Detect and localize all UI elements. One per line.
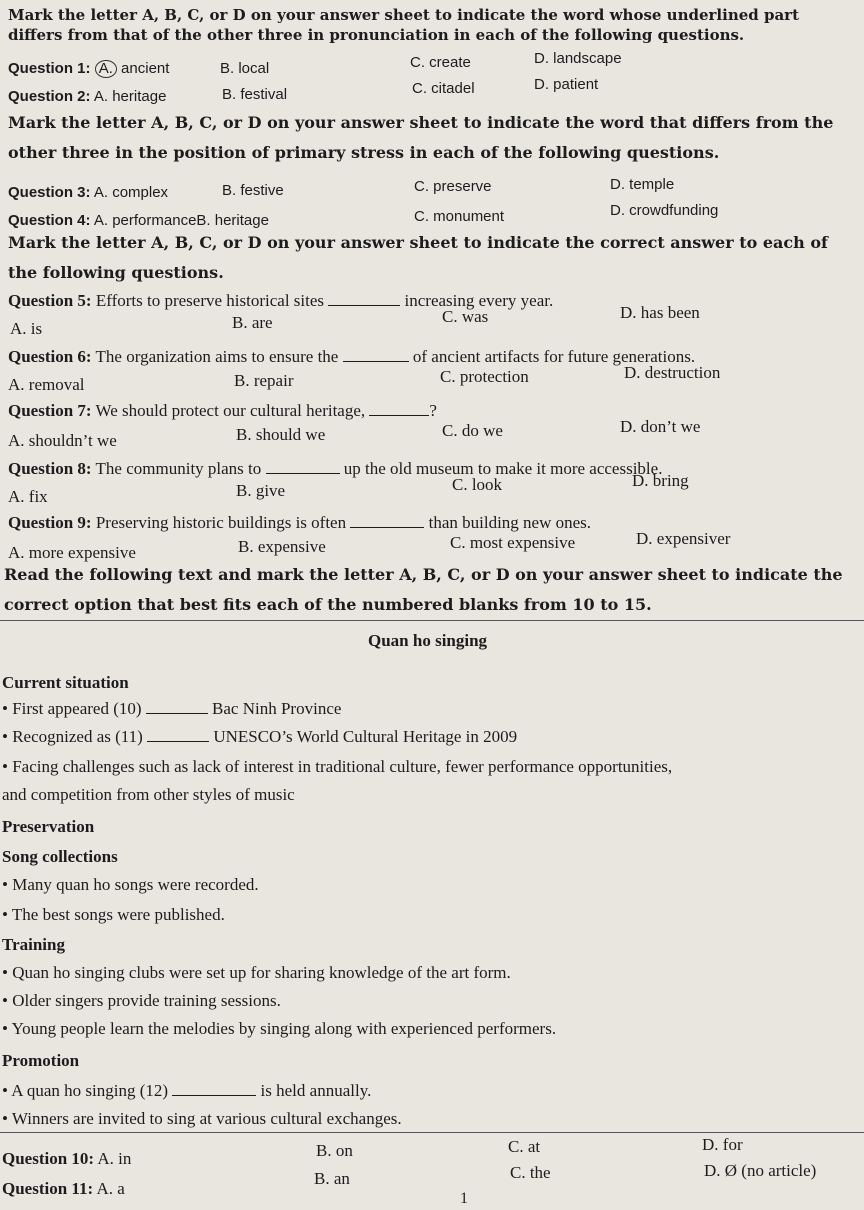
passage-box-top-border bbox=[0, 620, 864, 621]
question-8-option-a: A. fix bbox=[8, 487, 48, 506]
training-heading: Training bbox=[2, 935, 65, 954]
bullet-singing-contest-text: • A quan ho singing (12) bbox=[2, 1081, 169, 1100]
bullet-older-singers: • Older singers provide training sessions. bbox=[2, 991, 281, 1010]
question-11-option-a: A. a bbox=[96, 1179, 125, 1198]
question-6-option-c: C. protection bbox=[440, 367, 529, 386]
question-5-label: Question 5: bbox=[8, 291, 92, 310]
question-9-option-d: D. expensiver bbox=[636, 529, 731, 548]
answer-blank bbox=[328, 291, 400, 306]
question-1-option-d: D. landscape bbox=[534, 50, 622, 67]
answer-blank-12 bbox=[172, 1081, 256, 1096]
question-9-option-a: A. more expensive bbox=[8, 543, 136, 562]
question-11-label: Question 11: bbox=[2, 1179, 94, 1198]
question-9-label: Question 9: bbox=[8, 513, 92, 532]
answer-blank bbox=[369, 401, 429, 416]
question-8-option-c: C. look bbox=[452, 475, 503, 494]
question-1-option-c: C. create bbox=[410, 54, 471, 71]
bullet-singing-contest-detail: is held annually. bbox=[260, 1081, 372, 1100]
question-2-option-b: B. festival bbox=[222, 86, 288, 103]
question-10-option-a: A. in bbox=[97, 1149, 132, 1168]
question-4-options-ab: A. performanceB. heritage bbox=[93, 212, 269, 229]
question-3-option-b: B. festive bbox=[222, 182, 284, 199]
question-8-stem-part2: up the old museum to make it more accessible. bbox=[343, 459, 663, 478]
question-6-stem-part1: The organization aims to ensure the bbox=[95, 347, 339, 366]
question-11 bbox=[2, 1178, 125, 1200]
question-10-option-c: C. at bbox=[508, 1137, 541, 1156]
question-4-option-c: C. monument bbox=[414, 208, 505, 225]
question-10 bbox=[2, 1148, 131, 1170]
question-8-label: Question 8: bbox=[8, 459, 92, 478]
promotion-heading: Promotion bbox=[2, 1051, 80, 1070]
section2-instruction-line1: Mark the letter A, B, C, or D on your answer sheet to indicate the word that differs from the bbox=[8, 113, 834, 132]
question-5-option-d: D. has been bbox=[620, 303, 700, 322]
question-9-stem bbox=[8, 512, 591, 534]
question-7-option-c: C. do we bbox=[442, 421, 503, 440]
section1-instruction-line2: differs from that of the other three in pronunciation in each of the following questions. bbox=[8, 26, 745, 44]
question-1 bbox=[8, 58, 169, 80]
section1-instruction-line1: Mark the letter A, B, C, or D on your answer sheet to indicate the word whose underlined part bbox=[8, 6, 800, 24]
question-1-option-b: B. local bbox=[220, 60, 270, 77]
question-7-stem-part2: ? bbox=[429, 401, 437, 420]
bullet-first-appeared bbox=[2, 698, 341, 720]
question-7-stem bbox=[8, 400, 437, 422]
answer-blank-10 bbox=[146, 699, 208, 714]
section3-instruction-line1: Mark the letter A, B, C, or D on your answer sheet to indicate the correct answer to each of bbox=[8, 233, 828, 252]
question-11-option-b: B. an bbox=[314, 1169, 350, 1188]
current-situation-heading: Current situation bbox=[2, 673, 129, 692]
question-9-option-c: C. most expensive bbox=[450, 533, 576, 552]
question-2-option-d: D. patient bbox=[534, 76, 599, 93]
question-4-label: Question 4: bbox=[8, 212, 91, 229]
question-5-option-a: A. is bbox=[10, 319, 43, 338]
question-5-stem-part2: increasing every year. bbox=[404, 291, 554, 310]
question-8-option-b: B. give bbox=[236, 481, 286, 500]
question-6-label: Question 6: bbox=[8, 347, 92, 366]
circled-option-a: A. bbox=[95, 60, 117, 78]
answer-blank bbox=[343, 347, 409, 362]
question-9-stem-part2: than building new ones. bbox=[428, 513, 592, 532]
question-9-stem-part1: Preserving historic buildings is often bbox=[95, 513, 347, 532]
bullet-recognized-detail: UNESCO’s World Cultural Heritage in 2009 bbox=[213, 727, 518, 746]
bullet-singing-contest bbox=[2, 1080, 371, 1102]
question-10-option-d: D. for bbox=[702, 1135, 743, 1154]
question-3-label: Question 3: bbox=[8, 184, 91, 201]
question-2-option-c: C. citadel bbox=[412, 80, 475, 97]
question-2-option-a: A. heritage bbox=[93, 88, 167, 105]
question-7-option-b: B. should we bbox=[236, 425, 326, 444]
question-6-stem-part2: of ancient artifacts for future generations. bbox=[412, 347, 696, 366]
question-6-option-a: A. removal bbox=[8, 375, 85, 394]
section3-instruction-line2: the following questions. bbox=[8, 263, 224, 282]
question-5-option-b: B. are bbox=[232, 313, 273, 332]
question-11-option-c: C. the bbox=[510, 1163, 551, 1182]
question-3-option-c: C. preserve bbox=[414, 178, 492, 195]
question-8-stem-part1: The community plans to bbox=[95, 459, 262, 478]
bullet-clubs: • Quan ho singing clubs were set up for sharing knowledge of the art form. bbox=[2, 963, 511, 982]
passage-box-bottom-border bbox=[0, 1132, 864, 1133]
question-6-option-d: D. destruction bbox=[624, 363, 721, 382]
question-8-option-d: D. bring bbox=[632, 471, 689, 490]
passage-title: Quan ho singing bbox=[368, 631, 488, 650]
bullet-songs-recorded: • Many quan ho songs were recorded. bbox=[2, 875, 259, 894]
question-1-option-a: ancient bbox=[121, 60, 170, 77]
bullet-recognized bbox=[2, 726, 517, 748]
section4-instruction-line1: Read the following text and mark the letter A, B, C, or D on your answer sheet to indicate the bbox=[4, 565, 843, 584]
question-2-label: Question 2: bbox=[8, 88, 91, 105]
question-4 bbox=[8, 210, 269, 232]
question-3 bbox=[8, 182, 168, 204]
bullet-winners: • Winners are invited to sing at various cultural exchanges. bbox=[2, 1109, 402, 1128]
bullet-songs-published: • The best songs were published. bbox=[2, 905, 225, 924]
bullet-first-appeared-place: Bac Ninh Province bbox=[212, 699, 342, 718]
question-7-stem-part1: We should protect our cultural heritage, bbox=[95, 401, 366, 420]
bullet-young-people: • Young people learn the melodies by singing along with experienced performers. bbox=[2, 1019, 557, 1038]
answer-blank bbox=[350, 513, 424, 528]
question-11-option-d: D. Ø (no article) bbox=[704, 1161, 817, 1180]
answer-blank-11 bbox=[147, 727, 209, 742]
section4-instruction-line2: correct option that best fits each of the numbered blanks from 10 to 15. bbox=[4, 595, 652, 614]
song-collections-heading: Song collections bbox=[2, 847, 118, 866]
question-1-label: Question 1: bbox=[8, 60, 91, 77]
section2-instruction-line2: other three in the position of primary stress in each of the following questions. bbox=[8, 143, 720, 162]
bullet-recognized-text: • Recognized as (11) bbox=[2, 727, 143, 746]
question-10-option-b: B. on bbox=[316, 1141, 353, 1160]
bullet-first-appeared-text: • First appeared (10) bbox=[2, 699, 142, 718]
question-7-option-d: D. don’t we bbox=[620, 417, 701, 436]
question-7-label: Question 7: bbox=[8, 401, 92, 420]
question-6-option-b: B. repair bbox=[234, 371, 294, 390]
question-10-label: Question 10: bbox=[2, 1149, 95, 1168]
preservation-heading: Preservation bbox=[2, 817, 95, 836]
bullet-challenges-line1: • Facing challenges such as lack of interest in traditional culture, fewer performance opportunities, bbox=[2, 757, 673, 776]
question-8-stem bbox=[8, 458, 662, 480]
page-number: 1 bbox=[460, 1190, 468, 1207]
question-3-option-d: D. temple bbox=[610, 176, 675, 193]
question-5-stem-part1: Efforts to preserve historical sites bbox=[95, 291, 325, 310]
question-4-option-d: D. crowdfunding bbox=[610, 202, 719, 219]
question-6-stem bbox=[8, 346, 695, 368]
question-3-option-a: A. complex bbox=[93, 184, 169, 201]
answer-blank bbox=[266, 459, 340, 474]
question-5-option-c: C. was bbox=[442, 307, 489, 326]
question-9-option-b: B. expensive bbox=[238, 537, 326, 556]
question-7-option-a: A. shouldn’t we bbox=[8, 431, 117, 450]
bullet-challenges-line2: and competition from other styles of music bbox=[2, 785, 295, 804]
question-2 bbox=[8, 86, 166, 108]
